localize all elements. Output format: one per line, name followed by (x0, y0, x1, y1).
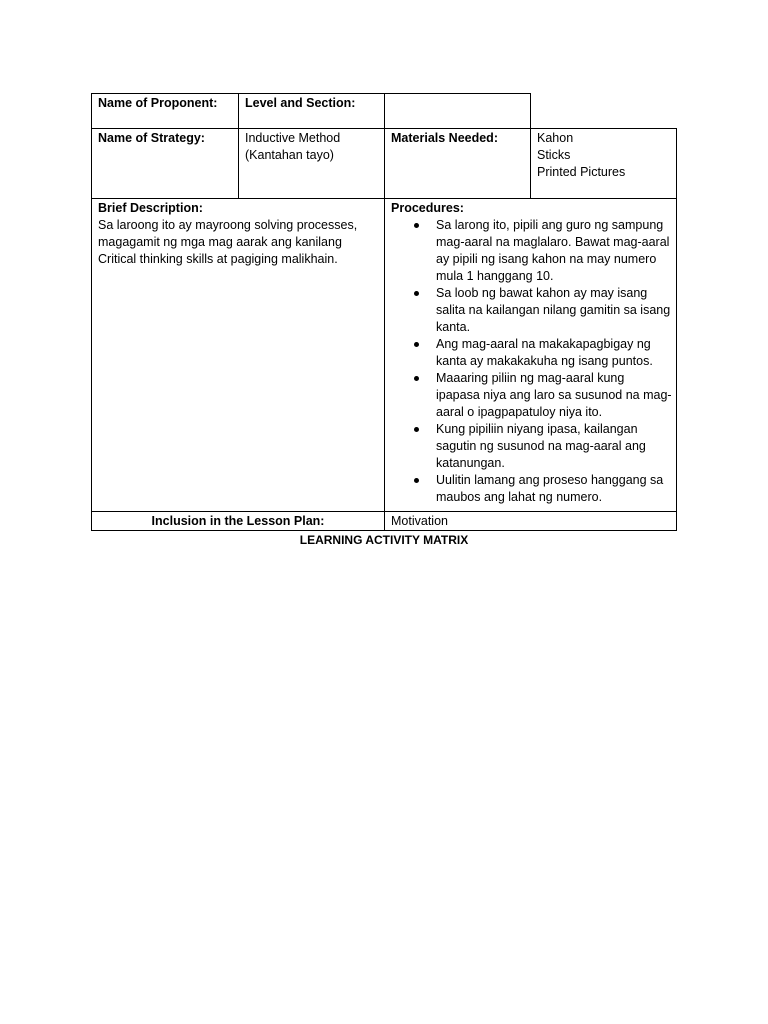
procedure-line: mag-aaral na maglalaro. Bawat mag-aaral (436, 235, 670, 249)
procedure-line: Sa larong ito, pipili ang guro ng sampung (436, 218, 664, 232)
strategy-label-cell (91, 128, 239, 199)
material-item: Kahon (537, 131, 574, 145)
procedures-cell (384, 198, 677, 512)
procedure-line: Kung pipiliin niyang ipasa, kailangan (436, 422, 638, 436)
proponent-label-cell (91, 93, 239, 129)
procedure-line: maubos ang lahat ng numero. (436, 490, 603, 504)
material-item: Sticks (537, 148, 571, 162)
materials-label: Materials Needed: (391, 131, 498, 145)
procedure-line: sagutin ng susunod na mag-aaral ang (436, 439, 646, 453)
procedure-line: ipapasa niya ang laro sa susunod na mag- (436, 388, 672, 402)
level-label-cell (238, 93, 385, 129)
description-line: Critical thinking skills at pagiging malikhain. (98, 252, 338, 266)
procedures-label: Procedures: (391, 201, 464, 215)
procedure-line: salita na kailangan nilang gamitin sa isang (436, 303, 671, 317)
procedure-line: kanta ay makakakuha ng isang puntos. (436, 354, 653, 368)
procedure-item (436, 285, 670, 336)
procedure-line: kanta. (436, 320, 471, 334)
inclusion-label-cell (91, 511, 385, 531)
strategy-label: Name of Strategy: (98, 131, 205, 145)
procedure-item (436, 370, 670, 421)
procedure-item (436, 421, 670, 472)
proponent-label: Name of Proponent: (98, 96, 218, 110)
procedures-list (391, 217, 670, 506)
description-label: Brief Description: (98, 201, 203, 215)
description-cell (91, 198, 385, 512)
strategy-value-line: (Kantahan tayo) (245, 148, 334, 162)
strategy-value-cell (238, 128, 385, 199)
description-line: magagamit ng mga mag aarak ang kanilang (98, 235, 342, 249)
procedure-line: mula 1 hanggang 10. (436, 269, 554, 283)
materials-value-cell (530, 128, 677, 199)
procedure-line: katanungan. (436, 456, 505, 470)
description-line: Sa laroong ito ay mayroong solving processes, (98, 218, 358, 232)
inclusion-value-cell (384, 511, 677, 531)
procedure-line: Maaaring piliin ng mag-aaral kung (436, 371, 625, 385)
procedure-item (436, 472, 670, 506)
procedure-line: Sa loob ng bawat kahon ay may isang (436, 286, 648, 300)
strategy-value-line: Inductive Method (245, 131, 341, 145)
level-label: Level and Section: (245, 96, 356, 110)
material-item: Printed Pictures (537, 165, 626, 179)
procedure-line: Uulitin lamang ang proseso hanggang sa (436, 473, 664, 487)
inclusion-value: Motivation (391, 514, 448, 528)
level-value-cell (384, 93, 531, 129)
procedure-line: aaral o ipagpapatuloy niya ito. (436, 405, 603, 419)
matrix-title: LEARNING ACTIVITY MATRIX (299, 533, 469, 547)
materials-label-cell (384, 128, 531, 199)
procedure-item (436, 217, 670, 285)
procedure-line: Ang mag-aaral na makakapagbigay ng (436, 337, 651, 351)
inclusion-label: Inclusion in the Lesson Plan: (151, 514, 325, 528)
procedure-line: ay pipili ng isang kahon na may numero (436, 252, 657, 266)
procedure-item (436, 336, 670, 370)
